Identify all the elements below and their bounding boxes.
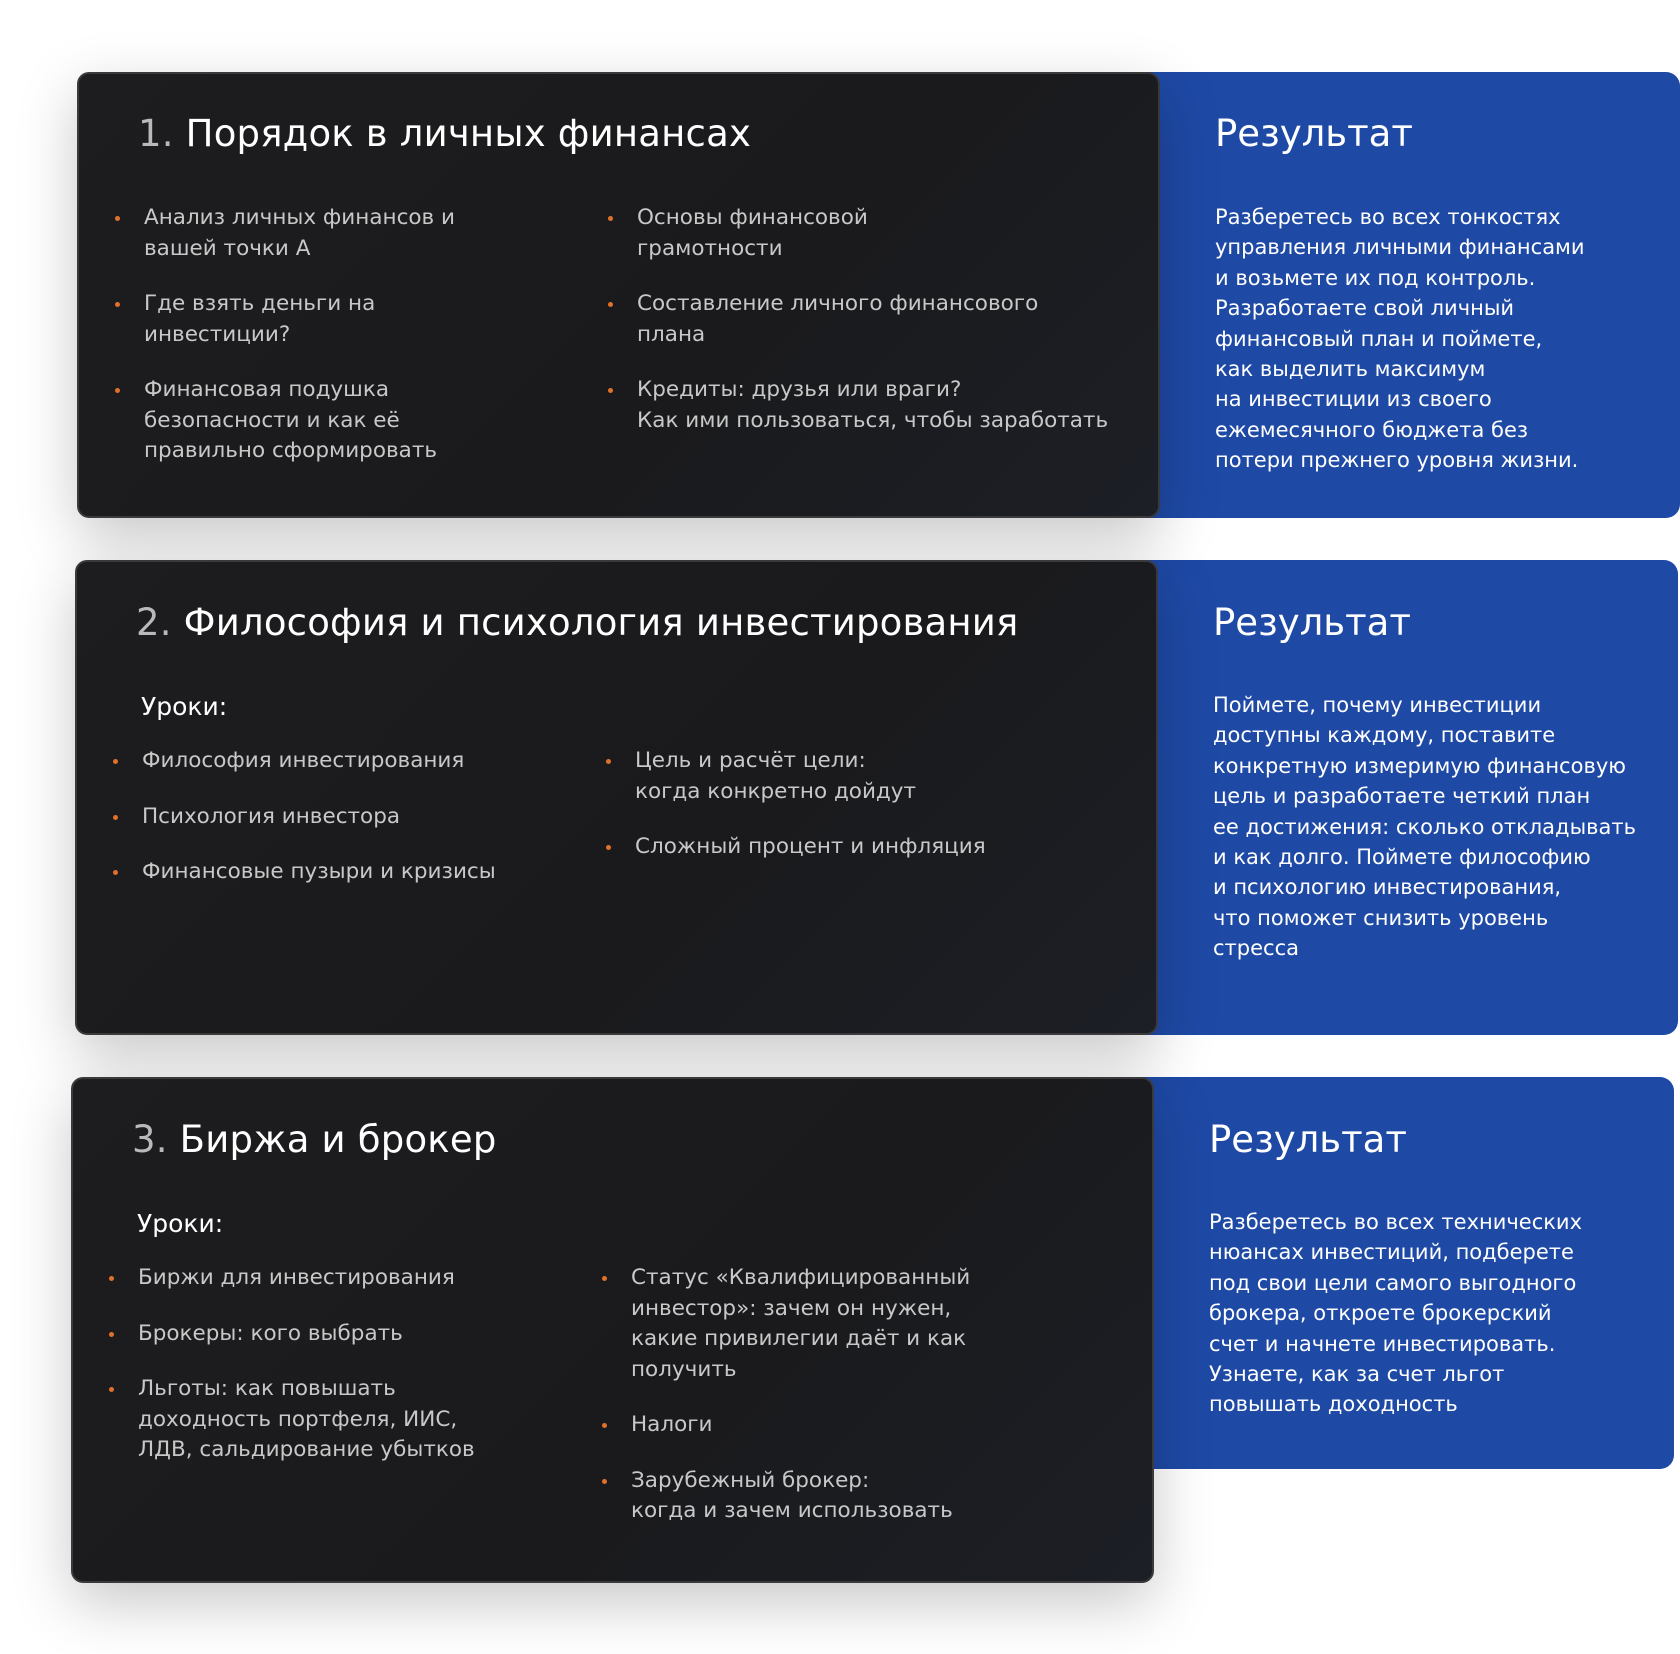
list-item: Статус «Квалифицированный инвестор»: зачем он нужен, какие привилегии даёт и как получить — [603, 1263, 970, 1385]
list-item: Налоги — [603, 1410, 970, 1441]
lesson-list-right — [603, 1263, 970, 1527]
module-title-text: Биржа и брокер — [179, 1118, 497, 1161]
result-text: Разберетесь во всех технических нюансах инвестиций, подберете под свои цели самого выгодного брокера, откроете брокерский счет и начнете инвестировать. Узнаете, как за счет льгот повышать доходность — [1209, 1210, 1583, 1417]
list-item: Зарубежный брокер: когда и зачем использовать — [603, 1466, 970, 1527]
list-item: Льготы: как повышать доходность портфеля, ИИС, ЛДВ, сальдирование убытков — [110, 1374, 475, 1466]
lesson-list-left — [114, 746, 496, 888]
list-item: Кредиты: друзья или враги? Как ими пользоваться, чтобы заработать — [609, 375, 1108, 436]
list-item: Основы финансовой грамотности — [609, 203, 1108, 264]
list-item: Психология инвестора — [114, 802, 496, 833]
list-item: Где взять деньги на инвестиции? — [116, 289, 455, 350]
result-title: Результат — [1215, 112, 1413, 155]
list-item: Биржи для инвестирования — [110, 1263, 475, 1294]
module-title — [136, 601, 1019, 644]
lessons-label: Уроки: — [137, 1209, 224, 1238]
list-item: Анализ личных финансов и вашей точки А — [116, 203, 455, 264]
list-item: Брокеры: кого выбрать — [110, 1319, 475, 1350]
module-title — [132, 1118, 497, 1161]
module-title-text: Порядок в личных финансах — [185, 112, 752, 155]
module-title — [138, 112, 751, 155]
list-item: Финансовые пузыри и кризисы — [114, 857, 496, 888]
lesson-list-left — [110, 1263, 475, 1466]
result-title: Результат — [1209, 1118, 1407, 1161]
module-number: 2. — [136, 601, 172, 644]
lesson-list-right — [607, 746, 986, 863]
module-number: 3. — [132, 1118, 168, 1161]
module-title-text: Философия и психология инвестирования — [183, 601, 1019, 644]
lesson-list-right — [609, 203, 1108, 436]
list-item: Финансовая подушка безопасности и как её правильно сформировать — [116, 375, 455, 467]
result-title: Результат — [1213, 601, 1411, 644]
module-number: 1. — [138, 112, 174, 155]
list-item: Философия инвестирования — [114, 746, 496, 777]
list-item: Составление личного финансового плана — [609, 289, 1108, 350]
list-item: Сложный процент и инфляция — [607, 832, 986, 863]
lesson-list-left — [116, 203, 455, 467]
result-text: Разберетесь во всех тонкостях управления личными финансами и возьмете их под контроль. Разработаете свой личный финансовый план и поймете, как выделить максимум на инвестиции из своего ежемесячного бюджета без потери прежнего уровня жизни. — [1215, 205, 1585, 473]
result-text: Поймете, почему инвестиции доступны каждому, поставите конкретную измеримую финансовую цель и разработаете четкий план ее достижения: сколько откладывать и как долго. Поймете философию и психологию инвестирования, что поможет снизить уровень стресса — [1213, 693, 1637, 961]
list-item: Цель и расчёт цели: когда конкретно дойдут — [607, 746, 986, 807]
lessons-label: Уроки: — [141, 692, 228, 721]
